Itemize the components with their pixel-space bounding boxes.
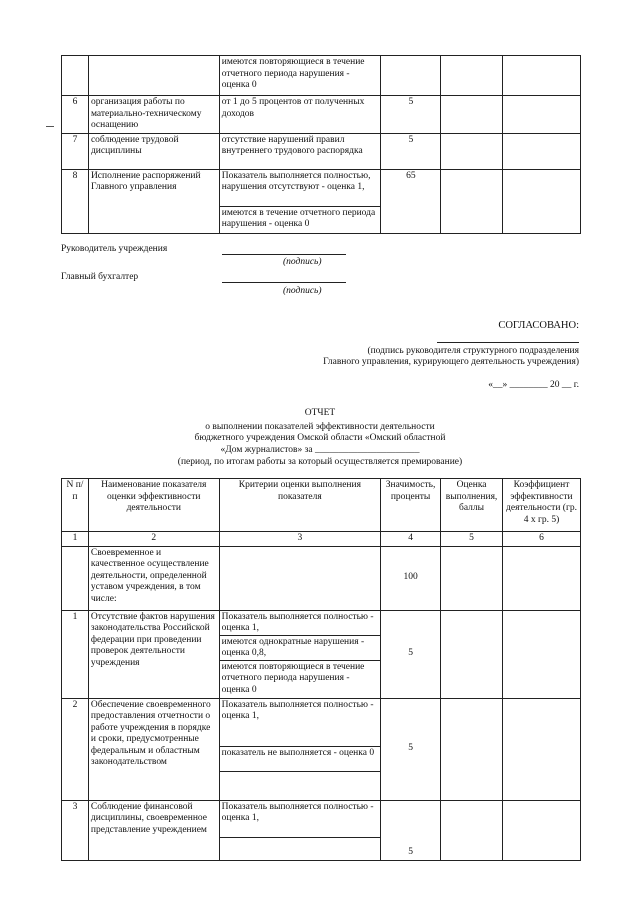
table-row <box>62 698 581 800</box>
approval-caption: Главного управления, курирующего деятельность учреждения) <box>323 357 579 367</box>
table-row <box>62 56 581 96</box>
table-row <box>62 96 581 134</box>
column-number: 4 <box>381 532 441 547</box>
report-title: ОТЧЕТ <box>304 408 336 418</box>
column-number: 2 <box>88 532 219 547</box>
indicator-name: Исполнение распоряжений Главного управления <box>88 169 219 233</box>
signature-caption: (подпись) <box>283 286 322 296</box>
row-number: 7 <box>62 133 89 169</box>
column-number: 3 <box>219 532 380 547</box>
criteria-item: Показатель выполняется полностью - оценка 1, <box>221 611 374 634</box>
report-subtitle: бюджетного учреждения Омской области «Омский областной <box>194 433 446 443</box>
approval-caption: (подпись руководителя структурного подразделения <box>367 346 579 356</box>
row-number: 2 <box>62 698 89 800</box>
significance-value: 65 <box>381 169 441 233</box>
indicator-name: Отсутствие фактов нарушения законодательства Российской федерации при проведении проверок деятельности учреждения <box>88 610 219 698</box>
top-table <box>61 55 581 234</box>
criteria-cell: от 1 до 5 процентов от полученных доходов <box>219 96 381 134</box>
accountant-label: Главный бухгалтер <box>61 272 139 282</box>
criteria-item: Показатель выполняется полностью, нарушения отсутствуют - оценка 1, <box>221 170 371 193</box>
significance-value: 5 <box>381 96 441 134</box>
column-number: 1 <box>62 532 89 547</box>
table-row <box>62 610 581 698</box>
column-header: Коэффициент эффективности деятельности (гр. 4 x гр. 5) <box>503 479 581 532</box>
criteria-item: имеются повторяющиеся в течение отчетного периода нарушения - оценка 0 <box>220 660 380 698</box>
row-number: 1 <box>62 610 89 698</box>
indicator-name: Обеспечение своевременного предоставления отчетности о работе учреждения в порядке и сроки, предусмотренные федеральным и областным законодательством <box>88 698 219 800</box>
significance-value: 5 <box>381 800 441 860</box>
report-period-caption: (период, по итогам работы за который осуществляется премирование) <box>177 457 463 467</box>
signature-line <box>222 254 346 255</box>
row-number: 8 <box>62 169 89 233</box>
significance-value: 100 <box>381 546 441 610</box>
table-row <box>62 133 581 169</box>
indicator-name: организация работы по материально-техническому оснащению <box>88 96 219 134</box>
significance-value: 5 <box>381 698 441 800</box>
significance-value: 5 <box>381 610 441 698</box>
criteria-item: имеются однократные нарушения - оценка 0,8, <box>220 635 380 660</box>
criteria-cell <box>219 698 380 800</box>
report-subtitle: «Дом журналистов» за ______________________ <box>220 445 420 455</box>
report-subtitle: о выполнении показателей эффективности деятельности <box>205 422 435 432</box>
column-header: Критерии оценки выполнения показателя <box>219 479 380 532</box>
row-number: 3 <box>62 800 89 860</box>
column-numbers-row <box>62 532 581 547</box>
criteria-cell <box>219 169 381 233</box>
criteria-cell <box>219 800 380 860</box>
row-number: 6 <box>62 96 89 134</box>
signature-line <box>437 342 579 343</box>
signature-caption: (подпись) <box>283 257 322 267</box>
criteria-item: Показатель выполняется полностью - оценка 1, <box>221 699 374 722</box>
indicator-name: Своевременное и качественное осуществление деятельности, определенной уставом учреждения, в том числе: <box>88 546 219 610</box>
approval-date: «__» ________ 20 __ г. <box>488 380 579 390</box>
criteria-item: показатель не выполняется - оценка 0 <box>220 746 380 772</box>
stray-mark <box>46 126 54 127</box>
column-header: Значимость, проценты <box>381 479 441 532</box>
indicator-name: Соблюдение финансовой дисциплины, своевременное представление учреждением <box>88 800 219 860</box>
table-row <box>62 169 581 233</box>
table-row <box>62 800 581 860</box>
signature-line <box>222 282 346 283</box>
criteria-item: имеются в течение отчетного периода нарушения - оценка 0 <box>220 206 381 232</box>
indicator-name: соблюдение трудовой дисциплины <box>88 133 219 169</box>
header-row <box>62 479 581 532</box>
approval-title: СОГЛАСОВАНО: <box>498 320 579 331</box>
head-label: Руководитель учреждения <box>61 244 168 254</box>
main-table <box>61 478 581 861</box>
criteria-cell: отсутствие нарушений правил внутреннего трудового распорядка <box>219 133 381 169</box>
criteria-cell <box>219 610 380 698</box>
significance-value: 5 <box>381 133 441 169</box>
column-number: 5 <box>441 532 503 547</box>
column-header: Оценка выполнения, баллы <box>441 479 503 532</box>
criteria-cell: имеются повторяющиеся в течение отчетного периода нарушения - оценка 0 <box>219 56 381 96</box>
table-row <box>62 546 581 610</box>
column-number: 6 <box>503 532 581 547</box>
column-header: N п/п <box>62 479 89 532</box>
criteria-item: Показатель выполняется полностью - оценка 1, <box>220 801 380 838</box>
column-header: Наименование показателя оценки эффективности деятельности <box>88 479 219 532</box>
